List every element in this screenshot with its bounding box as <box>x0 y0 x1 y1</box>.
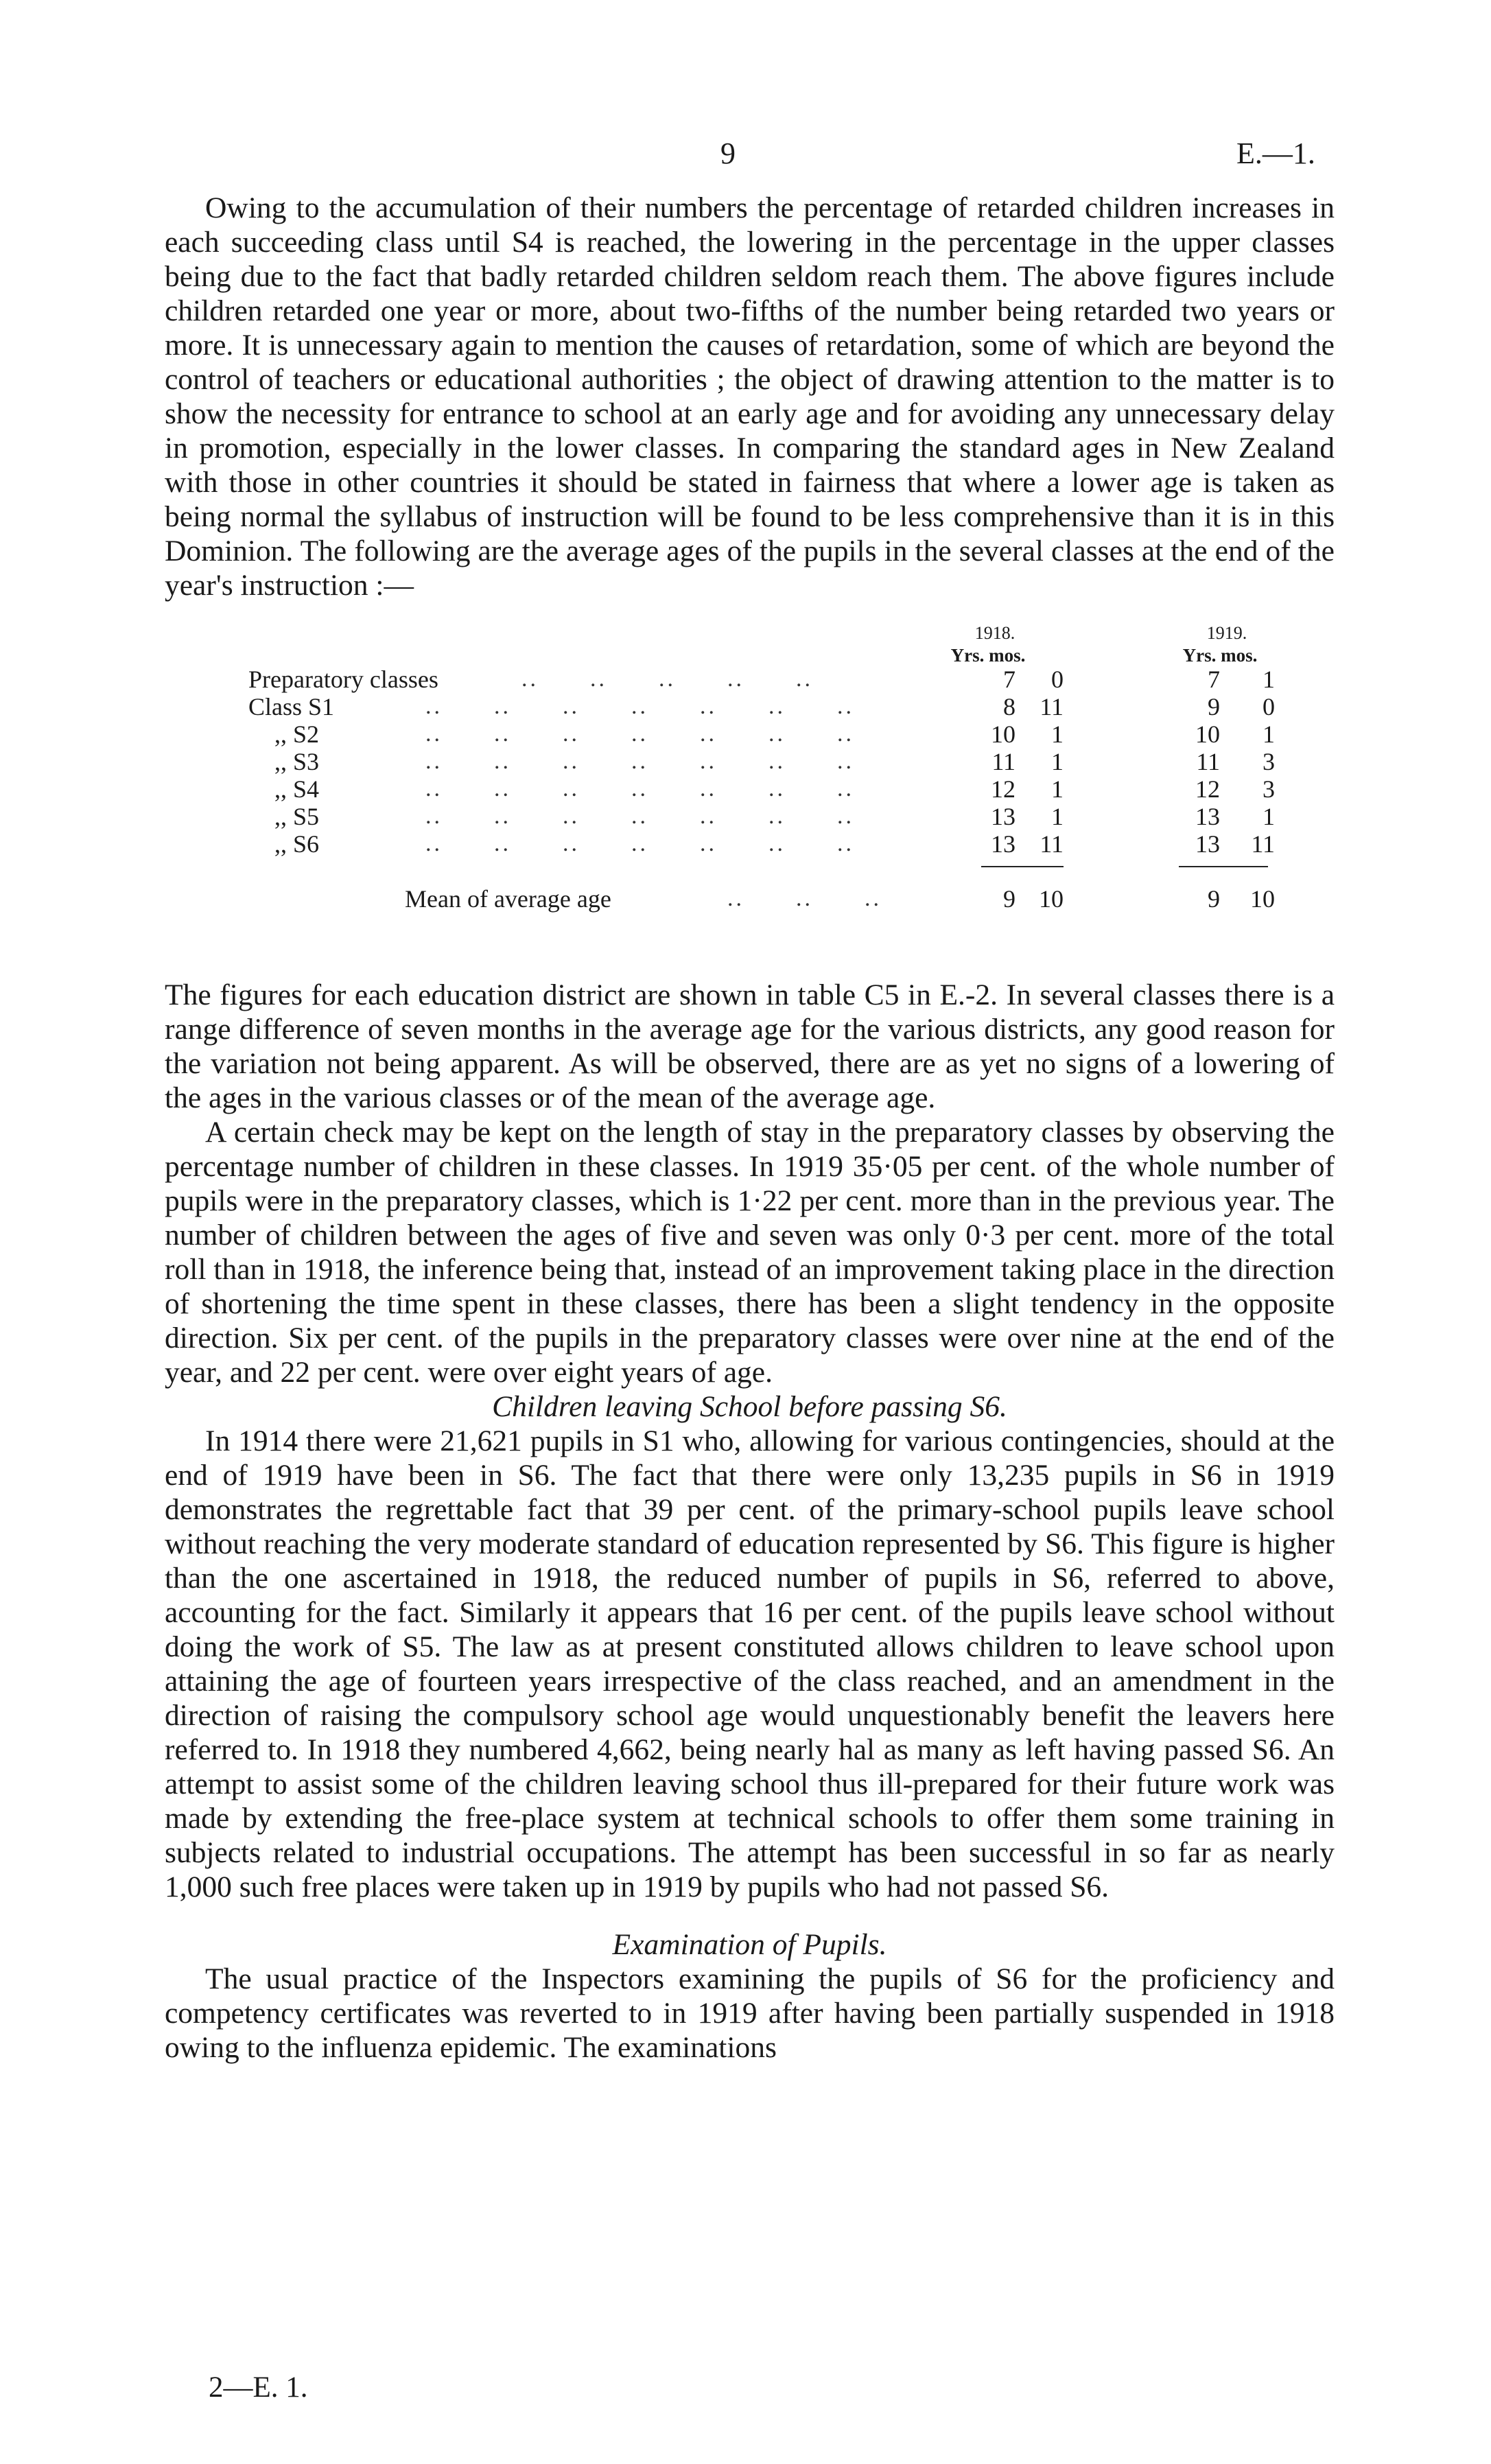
months-1918: 11 <box>1040 693 1064 720</box>
text-block-middle <box>165 978 1335 2065</box>
years-1919: 10 <box>1195 720 1220 748</box>
section-heading-examination: Examination of Pupils. <box>612 1928 887 1961</box>
mean-months-1918: 10 <box>1039 885 1064 913</box>
months-1919: 1 <box>1263 720 1275 748</box>
months-1919: 3 <box>1263 748 1275 775</box>
units-header-1919: Yrs. mos. <box>1182 645 1258 666</box>
months-1918: 0 <box>1051 666 1064 693</box>
row-leader: .. .. .. .. .. <box>521 666 813 692</box>
months-1918: 1 <box>1051 803 1064 830</box>
months-1919: 11 <box>1251 830 1275 858</box>
months-1919: 0 <box>1263 693 1275 720</box>
paragraph-children-leaving: In 1914 there were 21,621 pupils in S1 who, allowing for various contingencies, should at the end of 1919 have been in S6. The fact that there were only 13,235 pupils in S6 in 1919 demonstrates the regrettable fact that 39 per cent. of the primary-school pupils leave school without reaching the very moderate standard of education represented by S6. This figure is higher than the one ascertained in 1918, the reduced number of pupils in S6, referred to above, accounting for the fact. Similarly it appears that 16 per cent. of the pupils leave school without doing the work of S5. The law as at present constituted allows children to leave school upon attaining the age of fourteen years irrespective of the class reached, and an amendment in the direction of raising the compulsory school age would unquestionably benefit the leavers here referred to. In 1918 they numbered 4,662, being nearly hal as many as left having passed S6. An attempt to assist some of the children leaving school thus ill-prepared for their future work was made by extending the free-place system at technical schools to offer them some training in subjects related to industrial occupations. The attempt has been successful in so far as nearly 1,000 such free places were taken up in 1919 by pupils who had not passed S6. <box>165 1424 1335 1903</box>
row-leader: .. .. .. .. .. .. .. <box>425 803 854 829</box>
months-1919: 1 <box>1263 803 1275 830</box>
row-label-s4: ,, S4 <box>274 775 320 803</box>
report-reference: E.—1. <box>1236 137 1315 170</box>
months-1918: 11 <box>1040 830 1064 858</box>
row-leader: .. .. .. .. .. .. .. <box>425 694 854 719</box>
row-label-s6: ,, S6 <box>274 830 320 858</box>
years-1919: 9 <box>1208 693 1220 720</box>
row-label-s2: ,, S2 <box>274 720 320 748</box>
row-leader: .. .. .. <box>727 886 882 911</box>
paragraph-district-figures: The figures for each education district are shown in table C5 in E.-2. In several classes there is a range difference of seven months in the average age for the various districts, any good reason for the variation not being apparent. As will be observed, there are as yet no signs of a lowering of the ages in the various classes or of the mean of the average age. <box>165 978 1335 1114</box>
row-leader: .. .. .. .. .. .. .. <box>425 831 854 856</box>
total-rule-1919 <box>1179 866 1268 867</box>
section-heading-children-leaving: Children leaving School before passing S6. <box>492 1390 1007 1423</box>
mean-years-1918: 9 <box>1003 885 1015 913</box>
units-header-1918: Yrs. mos. <box>950 645 1026 666</box>
years-1919: 13 <box>1195 830 1220 858</box>
row-leader: .. .. .. .. .. .. .. <box>425 721 854 747</box>
months-1919: 3 <box>1263 775 1275 803</box>
row-label-s1: Class S1 <box>248 693 335 720</box>
total-rule-1918 <box>981 866 1064 867</box>
text-block-top <box>165 191 1335 602</box>
years-1918: 11 <box>991 748 1015 775</box>
years-1918: 12 <box>991 775 1015 803</box>
mean-label: Mean of average age <box>405 885 611 913</box>
years-1918: 7 <box>1003 666 1015 693</box>
row-label-preparatory: Preparatory classes <box>248 666 438 693</box>
signature-mark: 2—E. 1. <box>209 2371 308 2404</box>
years-1919: 12 <box>1195 775 1220 803</box>
row-label-s5: ,, S5 <box>274 803 320 830</box>
mean-months-1919: 10 <box>1250 885 1275 913</box>
page-number: 9 <box>720 137 736 170</box>
years-1918: 13 <box>991 803 1015 830</box>
row-label-s3: ,, S3 <box>274 748 320 775</box>
year-header-1919: 1919. <box>1206 623 1247 643</box>
row-leader: .. .. .. .. .. .. .. <box>425 776 854 801</box>
years-1918: 10 <box>991 720 1015 748</box>
years-1918: 8 <box>1003 693 1015 720</box>
year-header-1918: 1918. <box>974 623 1015 643</box>
paragraph-preparatory-classes: A certain check may be kept on the length of stay in the preparatory classes by observing the percentage number of children in these classes. In 1919 35·05 per cent. of the whole number of pupils were in the preparatory classes, which is 1·22 per cent. more than in the previous year. The number of children between the ages of five and seven was only 0·3 per cent. more of the total roll than in 1918, the inference being that, instead of an improvement taking place in the direction of shortening the time spent in these classes, there has been a slight tendency in the opposite direction. Six per cent. of the pupils in the preparatory classes were over nine at the end of the year, and 22 per cent. were over eight years of age. <box>165 1116 1335 1389</box>
years-1919: 11 <box>1196 748 1220 775</box>
months-1918: 1 <box>1051 720 1064 748</box>
months-1919: 1 <box>1263 666 1275 693</box>
row-leader: .. .. .. .. .. .. .. <box>425 749 854 774</box>
paragraph-examination: The usual practice of the Inspectors examining the pupils of S6 for the proficiency and competency certificates was reverted to in 1919 after having been partially suspended in 1918 owing to the influenza epidemic. The examinations <box>165 1962 1335 2064</box>
years-1919: 7 <box>1208 666 1220 693</box>
months-1918: 1 <box>1051 775 1064 803</box>
months-1918: 1 <box>1051 748 1064 775</box>
mean-years-1919: 9 <box>1208 885 1220 913</box>
paragraph-retardation: Owing to the accumulation of their numbers the percentage of retarded children increases in each succeeding class until S4 is reached, the lowering in the percentage in the upper classes being due to the fact that badly retarded children seldom reach them. The above figures include children retarded one year or more, about two-fifths of the number being retarded two years or more. It is unnecessary again to mention the causes of retardation, some of which are beyond the control of teachers or educational authorities ; the object of drawing attention to the matter is to show the necessity for entrance to school at an early age and for avoiding any unnecessary delay in promotion, especially in the lower classes. In comparing the standard ages in New Zealand with those in other countries it should be stated in fairness that where a lower age is taken as being normal the syllabus of instruction will be found to be less comprehensive than it is in this Dominion. The following are the average ages of the pupils in the several classes at the end of the year's instruction :— <box>165 191 1335 602</box>
years-1918: 13 <box>991 830 1015 858</box>
years-1919: 13 <box>1195 803 1220 830</box>
